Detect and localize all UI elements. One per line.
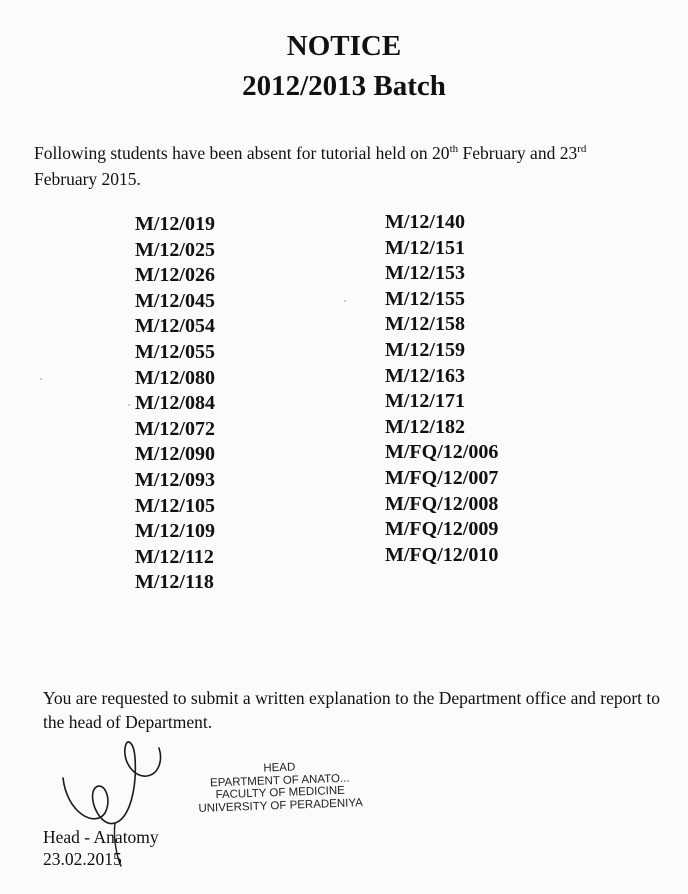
student-id: M/12/171 [385, 390, 465, 413]
batch-subtitle: 2012/2013 Batch [242, 70, 446, 102]
student-id: M/FQ/12/009 [385, 518, 499, 541]
notice-date: 23.02.2015 [43, 849, 122, 869]
stamp-line-department: EPARTMENT OF ANATO... [209, 772, 350, 789]
student-id: M/12/105 [135, 494, 215, 517]
student-list-right [385, 210, 498, 568]
student-id: M/12/155 [385, 287, 465, 310]
student-id: M/12/090 [135, 443, 215, 466]
student-id: M/FQ/12/010 [385, 543, 499, 566]
student-id: M/12/019 [135, 213, 215, 235]
student-id: M/12/151 [385, 236, 465, 259]
intro-text-after: February 2015. [34, 169, 141, 189]
scan-speck [344, 300, 346, 302]
student-id: M/12/118 [135, 571, 214, 594]
intro-superscript-th: th [449, 143, 459, 156]
student-id: M/12/158 [385, 313, 465, 336]
student-id: M/12/084 [135, 392, 215, 415]
student-id: M/12/182 [385, 415, 465, 438]
scan-speck [128, 404, 130, 406]
student-id: M/12/153 [385, 262, 465, 285]
notice-title: NOTICE [286, 30, 402, 62]
stamp-line-university: UNIVERSITY OF PERADENIYA [198, 796, 364, 815]
intro-superscript-rd: rd [577, 143, 587, 156]
department-stamp [179, 759, 381, 816]
student-id: M/12/093 [135, 468, 215, 491]
intro-text-mid: February and 23 [458, 143, 578, 163]
student-id: M/12/025 [135, 238, 215, 261]
student-id: M/12/109 [135, 520, 215, 543]
student-id: M/FQ/12/007 [385, 466, 499, 489]
student-id: M/12/045 [135, 289, 215, 312]
student-id: M/12/054 [135, 315, 215, 338]
closing-paragraph: You are requested to submit a written explanation to the Department office and report to the head of Department. [43, 688, 661, 732]
student-id: M/12/055 [135, 340, 215, 363]
student-id: M/12/026 [135, 264, 215, 287]
signatory-title: Head - Anatomy [43, 827, 159, 847]
stamp-line-faculty: FACULTY OF MEDICINE [215, 784, 346, 802]
student-id: M/12/159 [385, 338, 465, 361]
student-id: M/12/140 [385, 211, 465, 233]
stamp-line-head: HEAD [263, 761, 296, 775]
intro-paragraph [34, 140, 674, 192]
scan-speck [40, 378, 42, 380]
intro-text-before: Following students have been absent for tutorial held on 20 [34, 143, 450, 163]
student-id: M/12/080 [135, 366, 215, 389]
student-id: M/12/163 [385, 364, 465, 387]
student-id: M/12/072 [135, 417, 215, 440]
student-id: M/12/112 [135, 545, 214, 568]
student-id: M/FQ/12/006 [385, 441, 499, 464]
student-list-left [135, 212, 215, 596]
student-id: M/FQ/12/008 [385, 492, 499, 515]
